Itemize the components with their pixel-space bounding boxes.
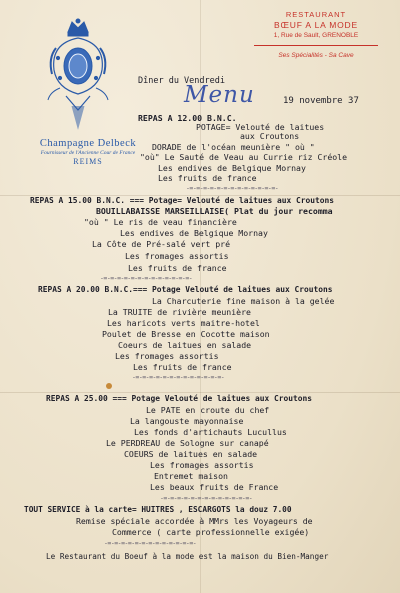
menu-title: Menu <box>184 82 255 108</box>
section-heading: REPAS A 25.00 === Potage Velouté de laitues aux Croutons <box>46 394 313 403</box>
menu-line: Les endives de Belgique Mornay <box>120 228 268 238</box>
champagne-name: Champagne Delbeck <box>39 138 137 149</box>
menu-line: Le PATE en croute du chef <box>146 405 270 415</box>
restaurant-specialities: Ses Spécialités - Sa Cave <box>278 52 354 59</box>
separator: -=-=-=-=-=-=-=-=-=-=-=-=-=- <box>104 539 197 547</box>
footer-carte: TOUT SERVICE à la carte= HUITRES , ESCARGOTS la douz 7.00 <box>24 505 292 514</box>
menu-line: BOUILLABAISSE MARSEILLAISE( Plat du jour recomma <box>96 206 333 216</box>
menu-line: Les fromages assortis <box>150 460 254 470</box>
menu-date: 19 novembre 37 <box>283 96 359 106</box>
separator: -=-=-=-=-=-=-=-=-=-=-=-=-=- <box>186 184 279 192</box>
section-heading: REPAS A 20.00 B.N.C.=== Potage Velouté de laitues aux Croutons <box>38 285 333 294</box>
restaurant-name: BŒUF A LA MODE <box>274 20 358 30</box>
menu-line: Entremet maison <box>154 471 228 481</box>
closing-line: Le Restaurant du Boeuf à la mode est la maison du Bien-Manger <box>46 552 329 561</box>
restaurant-label: RESTAURANT <box>285 10 347 19</box>
menu-line: "où" Le Sauté de Veau au Currie riz Créole <box>140 152 348 162</box>
menu-line: Coeurs de laitues en salade <box>118 340 252 350</box>
menu-line: Le PERDREAU de Sologne sur canapé <box>106 438 269 448</box>
menu-line: Les haricots verts maitre-hotel <box>107 318 260 328</box>
menu-line: Les fonds d'artichauts Lucullus <box>134 427 287 437</box>
paper-stain <box>106 383 112 389</box>
menu-line: La Côte de Pré-salé vert pré <box>92 239 231 249</box>
menu-line: Les fruits de france <box>158 173 257 183</box>
footer-remise: Remise spéciale accordée à MMrs les Voyageurs de <box>76 516 313 526</box>
menu-line: POTAGE= Velouté de laitues <box>196 122 325 132</box>
menu-line: COEURS de laitues en salade <box>124 449 258 459</box>
champagne-city: REIMS <box>73 157 103 166</box>
menu-line: Les fromages assortis <box>115 351 219 361</box>
restaurant-letterhead <box>236 10 396 59</box>
separator: -=-=-=-=-=-=-=-=-=-=-=-=-=- <box>100 274 193 282</box>
menu-line: aux Croutons <box>240 131 300 141</box>
menu-line: Les fruits de france <box>128 263 227 273</box>
menu-line: Les fromages assortis <box>125 251 229 261</box>
champagne-subtitle: Fournisseur de l'Ancienne Cour de France <box>40 150 136 156</box>
menu-line: Les beaux fruits de France <box>150 482 279 492</box>
menu-line: Les endives de Belgique Mornay <box>158 163 306 173</box>
section-heading: REPAS A 12.00 B.N.C. <box>138 113 237 123</box>
separator: -=-=-=-=-=-=-=-=-=-=-=-=-=- <box>160 494 253 502</box>
footer-commerce: Commerce ( carte professionnelle exigée) <box>112 527 310 537</box>
restaurant-address: 1, Rue de Sault, GRENOBLE <box>273 32 359 39</box>
royal-crest-icon <box>44 18 112 130</box>
dinner-heading: Dîner du Vendredi <box>138 76 225 86</box>
letterhead-rule <box>254 45 378 46</box>
section-heading: REPAS A 15.00 B.N.C. === Potage= Velouté de laitues aux Croutons <box>30 196 335 205</box>
menu-line: La Charcuterie fine maison à la gelée <box>152 296 335 306</box>
menu-line: Poulet de Bresse en Cocotte maison <box>102 329 270 339</box>
menu-line: La TRUITE de rivière meunière <box>108 307 251 317</box>
menu-line: Les fruits de france <box>133 362 232 372</box>
menu-line: "où " Le ris de veau financière <box>84 217 237 227</box>
menu-line: La langouste mayonnaise <box>130 416 244 426</box>
menu-line: DORADE de l'océan meunière " où " <box>152 142 315 152</box>
separator: -=-=-=-=-=-=-=-=-=-=-=-=-=- <box>132 373 225 381</box>
